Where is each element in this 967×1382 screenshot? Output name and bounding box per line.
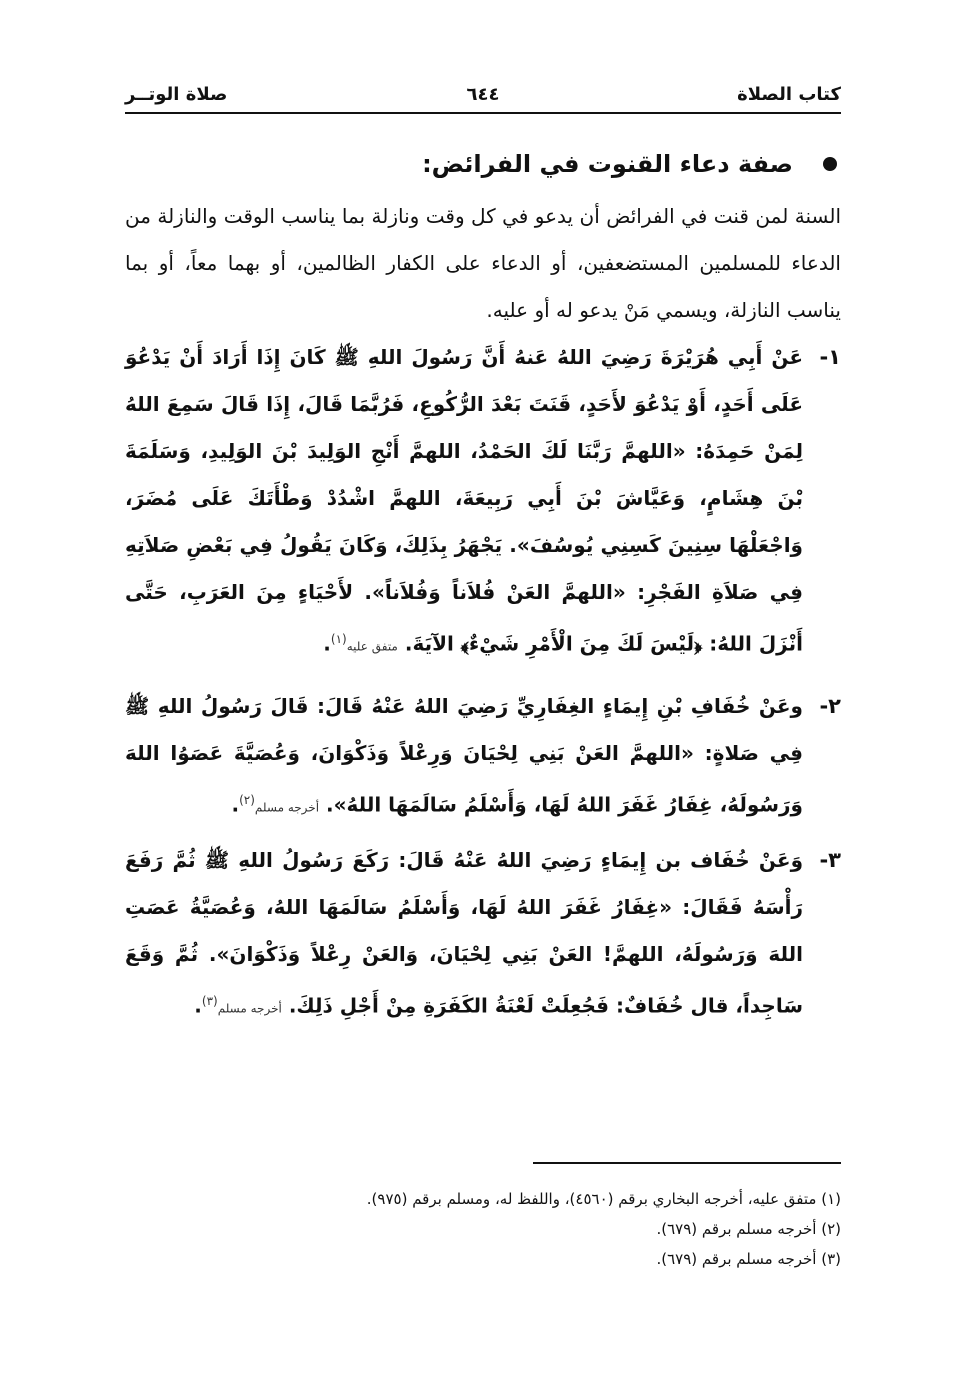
footnote-ref[interactable]: (٣) — [201, 994, 218, 1009]
hadith-text: وعَنْ خُفَافِ بْنِ إِيمَاءٍ الغِفَارِيِّ رَضِيَ اللهُ عَنْهُ قَالَ: قَالَ رَسُولُ اللهِ ﷺ فِي صَلاةٍ: «اللهمَّ العَنْ بَنِي لِحْيَانَ وَرِعْلاً وَذَكْوَانَ، وَعُصَيَّةَ عَصَوُا اللهَ وَرَسُولَهُ، غِفَارُ غَفَرَ اللهُ لَهَا، وَأَسْلَمُ سَالَمَهَا اللهُ». أخرجه مسلم$^{(٢)}$. — [125, 693, 803, 817]
footnote-ref[interactable]: (١) — [330, 632, 347, 646]
footnote-item: (٣) أخرجه مسلم برقم (٦٧٩). — [656, 1250, 841, 1268]
hadith-body: وَعَنْ خُفَاف بن إِيمَاءٍ رَضِيَ اللهُ عَنْهُ قَالَ: رَكَعَ رَسُولُ اللهِ ﷺ ثُمَّ رَفَعَ رَأْسَهُ فَقَالَ: «غِفَارُ غَفَرَ اللهُ لَهَا، وَأَسْلَمُ سَالَمَهَا اللهُ، وَعُصَيَّةُ عَصَتِ اللهَ وَرَسُولَهُ، اللهمَّ! العَنْ بَنِي لِحْيَانَ، وَالعَنْ رِعْلاً وَذَكْوَانَ». ثُمَّ وَقَعَ سَاجِداً، قال خُفَافٌ: فَجُعِلَتْ لَعْنَةُ الكَفَرَةِ مِنْ أَجْلِ ذَلِكَ. — [125, 848, 803, 1018]
hadith-source: أخرجه مسلم — [217, 1001, 282, 1016]
header-divider — [125, 112, 841, 114]
page-number: ٦٤٤ — [466, 84, 500, 105]
hadith-body: وعَنْ خُفَافِ بْنِ إِيمَاءٍ الغِفَارِيِّ رَضِيَ اللهُ عَنْهُ قَالَ: قَالَ رَسُولُ اللهِ ﷺ فِي صَلاةٍ: «اللهمَّ العَنْ بَنِي لِحْيَانَ وَرِعْلاً وَذَكْوَانَ، وَعُصَيَّةَ عَصَوُا اللهَ وَرَسُولَهُ، غِفَارُ غَفَرَ اللهُ لَهَا، وَأَسْلَمُ سَالَمَهَا اللهُ». — [125, 693, 803, 817]
bullet-icon — [823, 157, 837, 171]
intro-paragraph: السنة لمن قنت في الفرائض أن يدعو في كل وقت ونازلة بما يناسب الوقت والنازلة من الدعاء للمسلمين المستضعفين، أو الدعاء على الكفار الظالمين، أو بهما معاً، أو بما يناسب النازلة، ويسمي مَنْ يدعو له أو عليه. — [125, 204, 841, 322]
section-heading-text: صفة دعاء القنوت في الفرائض: — [422, 150, 793, 178]
hadith-number: ٢- — [819, 693, 841, 718]
chapter-title: صلاة الوتــر — [125, 84, 228, 105]
hadith-3 — [125, 837, 841, 1033]
footnote-item: (١) متفق عليه، أخرجه البخاري برقم (٤٥٦٠)، واللفظ له، ومسلم برقم (٩٧٥). — [366, 1190, 841, 1208]
hadith-text: عَنْ أَبِي هُرَيْرَةَ رَضِيَ اللهُ عَنهُ أَنَّ رَسُولَ اللهِ ﷺ كَانَ إِذَا أَرَادَ أَنْ يَدْعُوَ عَلَى أَحَدٍ، أَوْ يَدْعُوَ لأَحَدٍ، قَنَتَ بَعْدَ الرُّكُوعِ، فَرُبَّمَا قَالَ، إِذَا قَالَ سَمِعَ اللهُ لِمَنْ حَمِدَهُ: «اللهمَّ رَبَّنَا لَكَ الحَمْدُ، اللهمَّ أَنْجِ الوَلِيدَ بْنَ الوَلِيدِ، وَسَلَمَةَ بْنَ هِشَامٍ، وَعَيَّاشَ بْنَ أَبِي رَبِيعَةَ، اللهمَّ اشْدُدْ وَطْأَتَكَ عَلَى مُضَرَ، وَاجْعَلْهَا سِنِينَ كَسِنِي يُوسُفَ». يَجْهَرُ بِذَلِكَ، وَكَانَ يَقُولُ فِي بَعْضِ صَلاَتِهِ فِي صَلاَةِ الفَجْرِ: «اللهمَّ العَنْ فُلاَناً وَفُلاَناً». لأَحْيَاءٍ مِنَ العَرَبِ، حَتَّى أَنْزَلَ اللهُ: ﴿لَيْسَ لَكَ مِنَ الْأَمْرِ شَيْءٌ﴾ الآيَةَ. متفق عليه$^{(١)}$. — [125, 345, 803, 656]
hadith-body: عَنْ أَبِي هُرَيْرَةَ رَضِيَ اللهُ عَنهُ أَنَّ رَسُولَ اللهِ ﷺ كَانَ إِذَا أَرَادَ أَنْ يَدْعُوَ عَلَى أَحَدٍ، أَوْ يَدْعُوَ لأَحَدٍ، قَنَتَ بَعْدَ الرُّكُوعِ، فَرُبَّمَا قَالَ، إِذَا قَالَ سَمِعَ اللهُ لِمَنْ حَمِدَهُ: «اللهمَّ رَبَّنَا لَكَ الحَمْدُ، اللهمَّ أَنْجِ الوَلِيدَ بْنَ الوَلِيدِ، وَسَلَمَةَ بْنَ هِشَامٍ، وَعَيَّاشَ بْنَ أَبِي رَبِيعَةَ، اللهمَّ اشْدُدْ وَطْأَتَكَ عَلَى مُضَرَ، وَاجْعَلْهَا سِنِينَ كَسِنِي يُوسُفَ». يَجْهَرُ بِذَلِكَ، وَكَانَ يَقُولُ فِي بَعْضِ صَلاَتِهِ فِي صَلاَةِ الفَجْرِ: «اللهمَّ العَنْ فُلاَناً وَفُلاَناً». لأَحْيَاءٍ مِنَ العَرَبِ، حَتَّى أَنْزَلَ اللهُ: ﴿لَيْسَ لَكَ مِنَ الْأَمْرِ شَيْءٌ﴾ الآيَةَ. — [125, 345, 803, 656]
footnote-item: (٢) أخرجه مسلم برقم (٦٧٩). — [656, 1220, 841, 1238]
book-title: كتاب الصلاة — [737, 84, 841, 105]
hadith-source: أخرجه مسلم — [254, 800, 320, 815]
footnotes — [125, 1184, 841, 1274]
section-heading — [125, 135, 841, 193]
hadith-number: ٣- — [819, 848, 841, 873]
footnote-divider — [533, 1162, 841, 1164]
hadith-1 — [125, 334, 841, 671]
hadith-text: وَعَنْ خُفَاف بن إِيمَاءٍ رَضِيَ اللهُ عَنْهُ قَالَ: رَكَعَ رَسُولُ اللهِ ﷺ ثُمَّ رَفَعَ رَأْسَهُ فَقَالَ: «غِفَارُ غَفَرَ اللهُ لَهَا، وَأَسْلَمُ سَالَمَهَا اللهُ، وَعُصَيَّةُ عَصَتِ اللهَ وَرَسُولَهُ، اللهمَّ! العَنْ بَنِي لِحْيَانَ، وَالعَنْ رِعْلاً وَذَكْوَانَ». ثُمَّ وَقَعَ سَاجِداً، قال خُفَافٌ: فَجُعِلَتْ لَعْنَةُ الكَفَرَةِ مِنْ أَجْلِ ذَلِكَ. أخرجه مسلم$^{(٣)}$. — [125, 848, 803, 1018]
hadith-2 — [125, 683, 841, 832]
hadith-number: ١- — [819, 345, 841, 369]
running-header — [125, 82, 841, 112]
footnote-ref[interactable]: (٢) — [239, 792, 255, 807]
hadith-source: متفق عليه — [346, 639, 398, 654]
main-content — [125, 135, 841, 1033]
